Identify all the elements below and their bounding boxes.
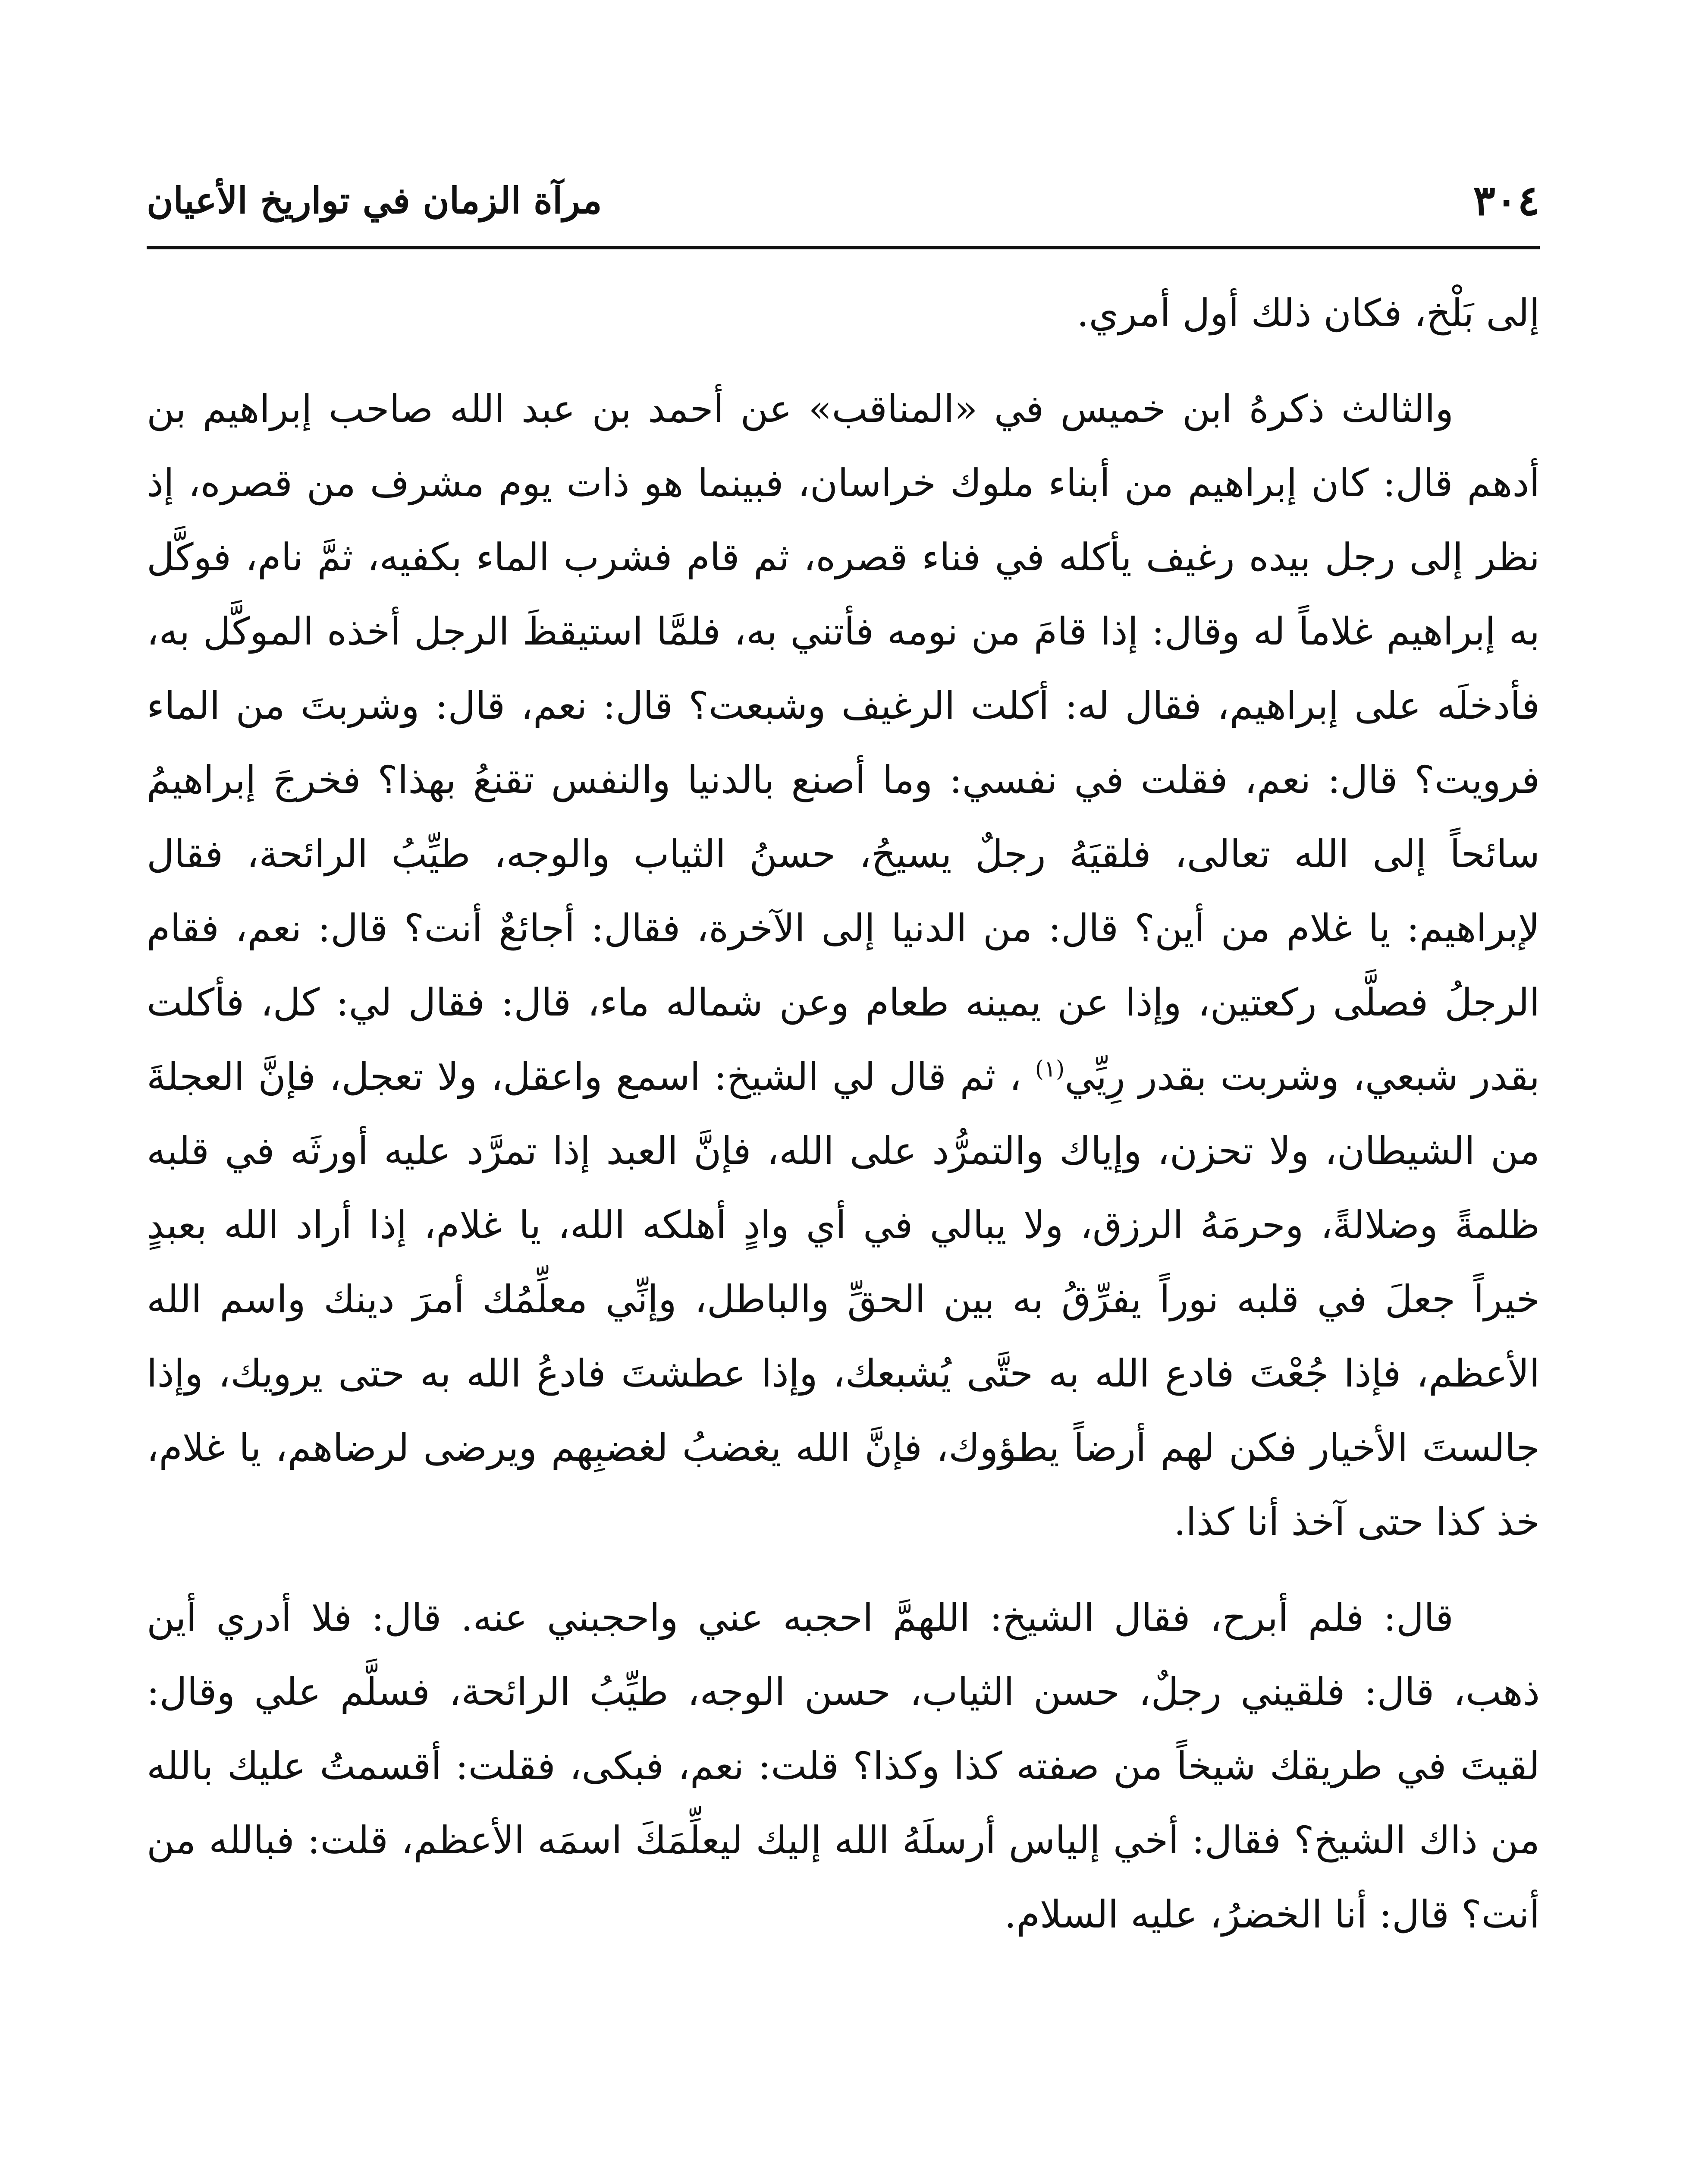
paragraph-2-text-b: ، ثم قال لي الشيخ: اسمع واعقل، ولا تعجل، فإنَّ العجلةَ من الشيطان، ولا تحزن، وإياك والتمرُّد على الله، فإنَّ العبد إذا تمرَّد عليه أورثَه في قلبه ظلمةً وضلالةً، وحرمَهُ الرزق، ولا يبالي في أي وادٍ أهلكه الله، يا غلام، إذا أراد الله بعبدٍ خيراً جعلَ في قلبه نوراً يفرِّقُ به بين الحقِّ والباطل، وإنِّي معلِّمُك أمرَ دينك واسم الله الأعظم، فإذا جُعْتَ فادع الله به حتَّى يُشبعك، وإذا عطشتَ فادعُ الله به حتى يرويك، وإذا جالستَ الأخيار فكن لهم أرضاً يطؤوك، فإنَّ الله يغضبُ لغضبِهم ويرضى لرضاهم، يا غلام، خذ كذا حتى آخذ أنا كذا. xyxy=(147,1054,1540,1544)
paragraph-2-text-a: والثالث ذكرهُ ابن خميس في «المناقب» عن أحمد بن عبد الله صاحب إبراهيم بن أدهم قال: كان إبراهيم من أبناء ملوك خراسان، فبينما هو ذات يوم مشرف من قصره، إذ نظر إلى رجل بيده رغيف يأكله في فناء قصره، ثم قام فشرب الماء بكفيه، ثمَّ نام، فوكَّل به إبراهيم غلاماً له وقال: إذا قامَ من نومه فأتني به، فلمَّا استيقظَ الرجل أخذه الموكَّل به، فأدخلَه على إبراهيم، فقال له: أكلت الرغيف وشبعت؟ قال: نعم، قال: وشربتَ من الماء فرويت؟ قال: نعم، فقلت في نفسي: وما أصنع بالدنيا والنفس تقنعُ بهذا؟ فخرجَ إبراهيمُ سائحاً إلى الله تعالى، فلقيَهُ رجلٌ يسيحُ، حسنُ الثياب والوجه، طيِّبُ الرائحة، فقال لإبراهيم: يا غلام من أين؟ قال: من الدنيا إلى الآخرة، فقال: أجائعٌ أنت؟ قال: نعم، فقام الرجلُ فصلَّى ركعتين، وإذا عن يمينه طعام وعن شماله ماء، قال: فقال لي: كل، فأكلت بقدر شبعي، وشربت بقدر رِيِّي xyxy=(147,387,1540,1099)
main-text xyxy=(147,276,1540,1952)
paragraph-2 xyxy=(147,372,1540,1559)
paragraph-3 xyxy=(147,1581,1540,1952)
page-number: ٣٠٤ xyxy=(1473,176,1540,225)
running-title: مرآة الزمان في تواريخ الأعيان xyxy=(147,179,602,222)
footnote-reference[interactable]: (١) xyxy=(1035,1056,1065,1082)
paragraph-1 xyxy=(147,276,1540,350)
header-rule xyxy=(147,246,1540,249)
paragraph-3-text: قال: فلم أبرح، فقال الشيخ: اللهمَّ احجبه عني واحجبني عنه. قال: فلا أدري أين ذهب، قال: فلقيني رجلٌ، حسن الثياب، حسن الوجه، طيِّبُ الرائحة، فسلَّم علي وقال: لقيتَ في طريقك شيخاً من صفته كذا وكذا؟ قلت: نعم، فبكى، فقلت: أقسمتُ عليك بالله من ذاك الشيخ؟ فقال: أخي إلياس أرسلَهُ الله إليك ليعلِّمَكَ اسمَه الأعظم، قلت: فبالله من أنت؟ قال: أنا الخضرُ، عليه السلام. xyxy=(147,1595,1540,1937)
paragraph-1-text: إلى بَلْخ، فكان ذلك أول أمري. xyxy=(1077,291,1540,335)
page-header xyxy=(147,170,1540,231)
